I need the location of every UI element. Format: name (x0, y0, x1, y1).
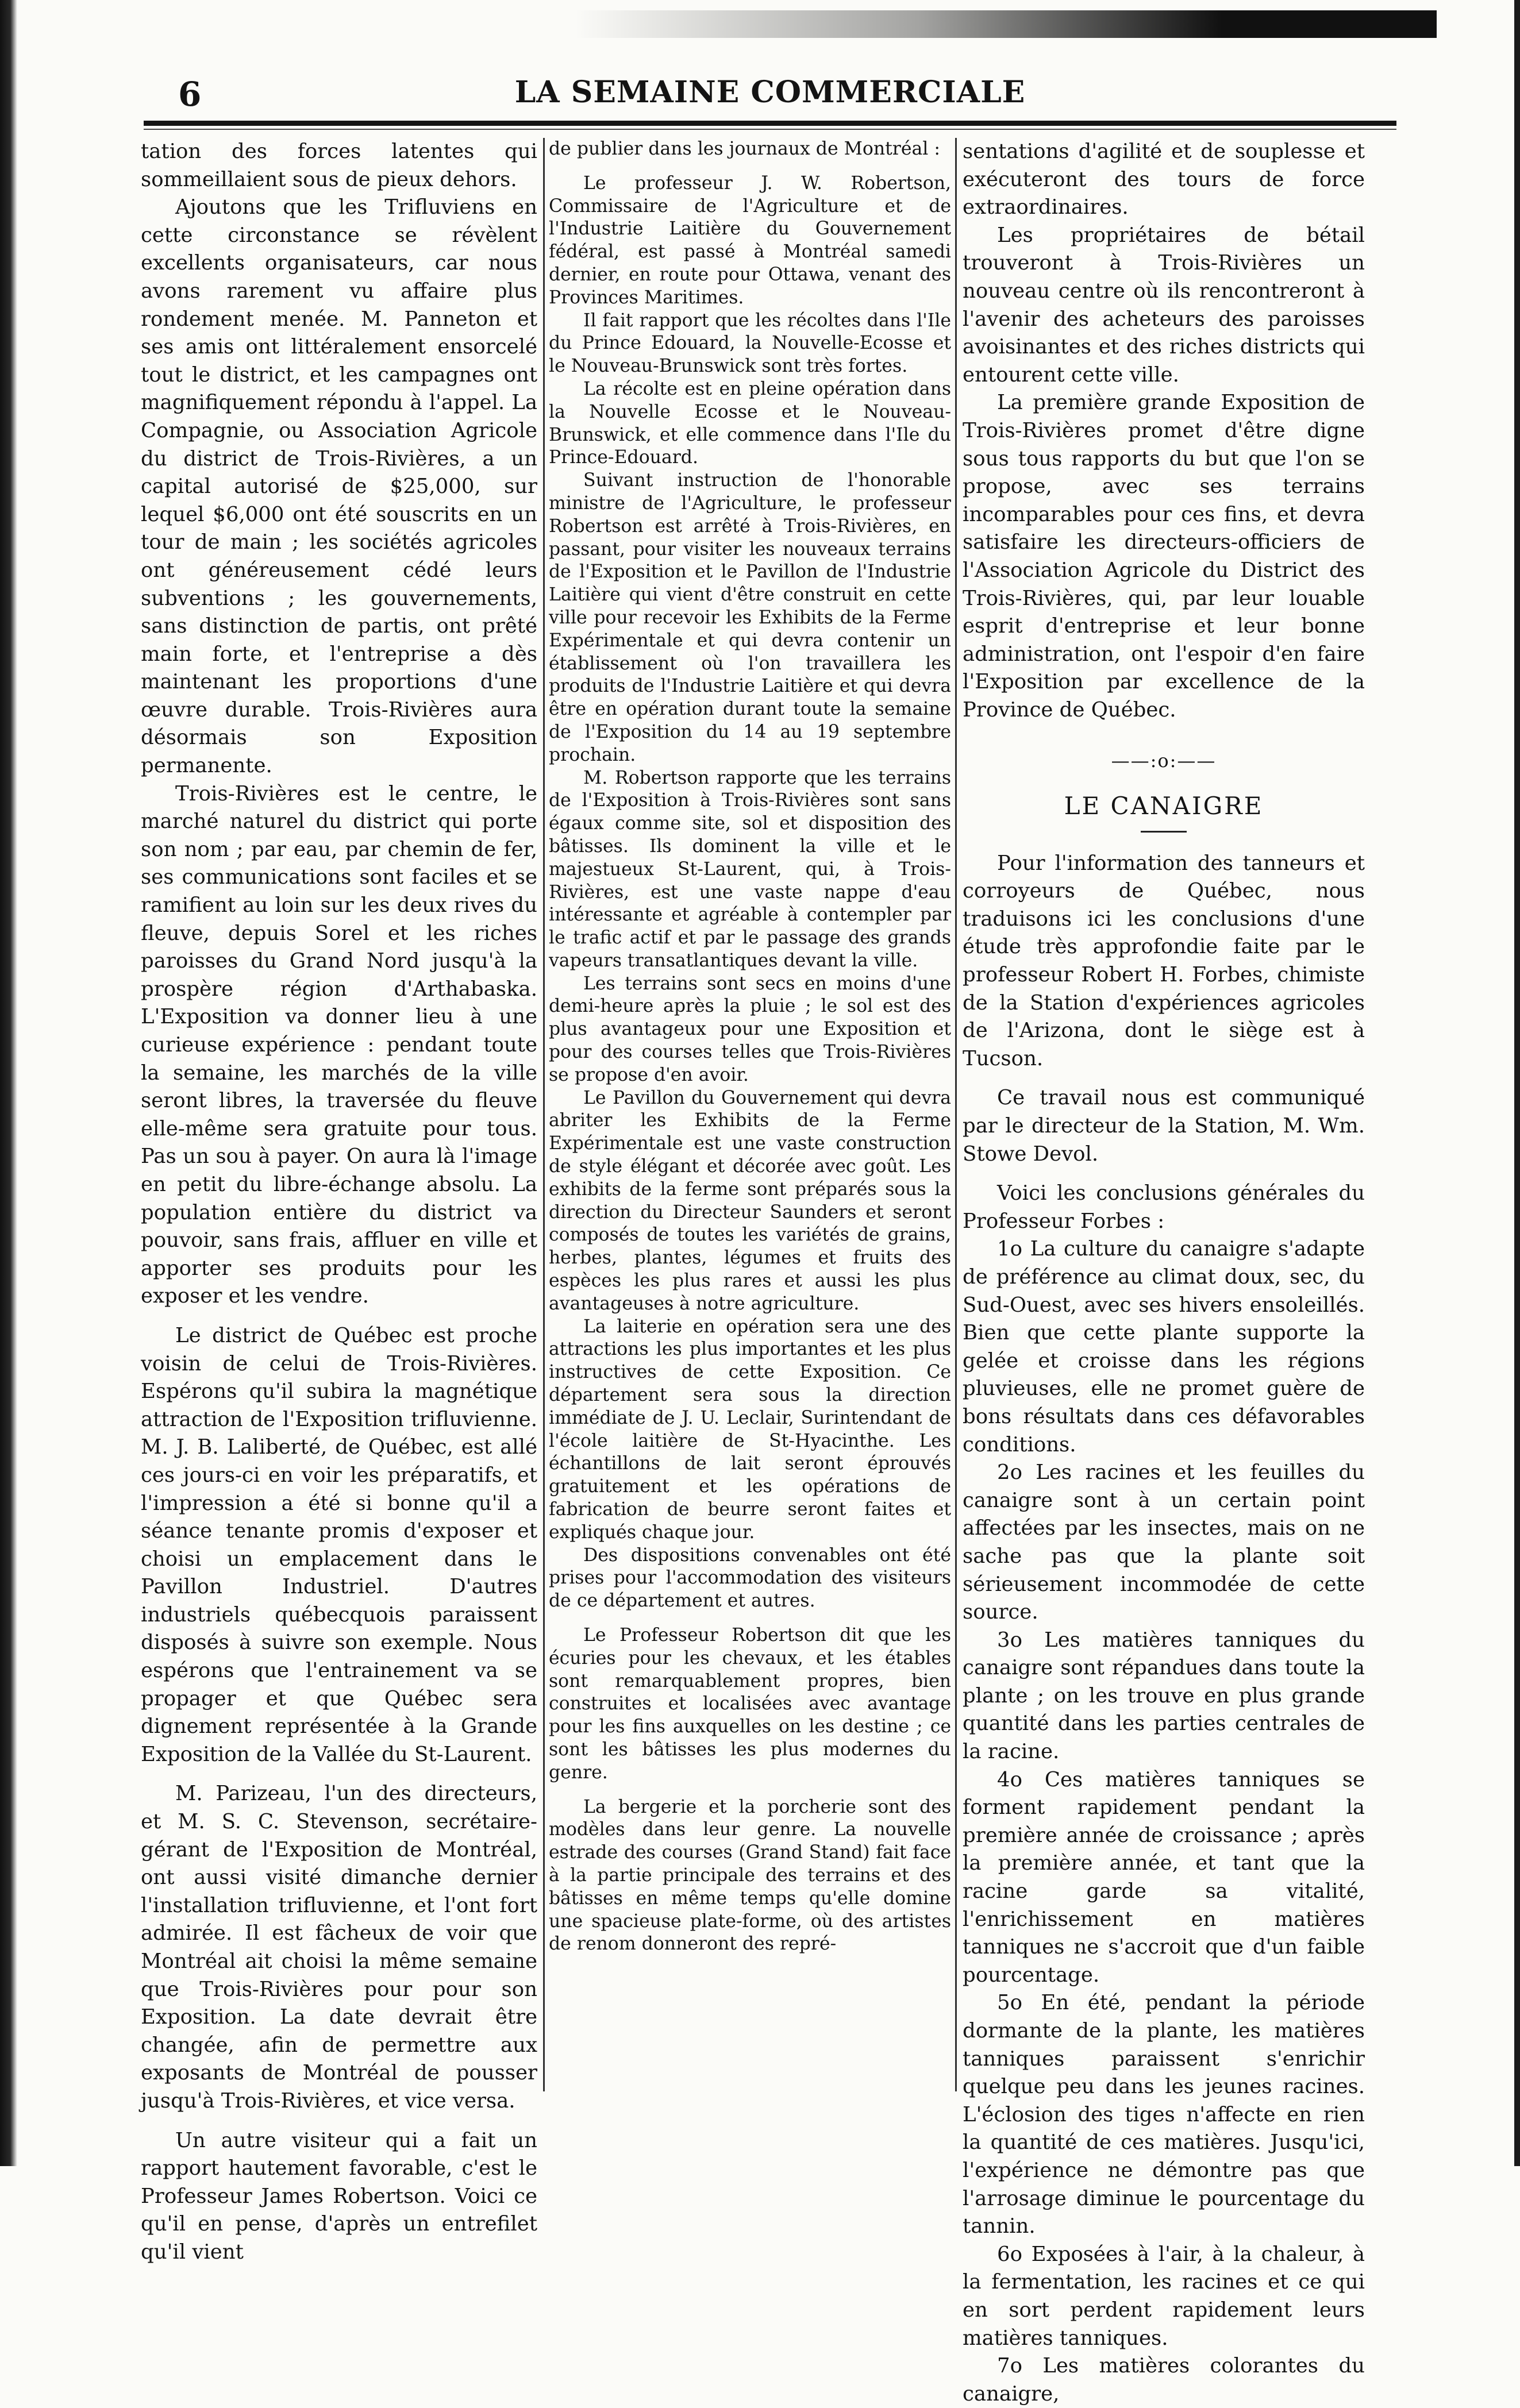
paragraph: M. Robertson rapporte que les terrains de l'Exposition à Trois-Rivières sont sans égaux comme site, sol et disposition des bâtisses. Ils dominent la ville et le majestueux St-Laurent, qui, à Trois-Rivières, est une vaste nappe d'eau intéressante et agréable à contempler par le trafic actif et par le passage des grands vapeurs transatlantiques devant la ville. (549, 767, 951, 971)
paragraph: M. Parizeau, l'un des directeurs, et M. S. C. Stevenson, secrétaire-gérant de l'Exposition de Montréal, ont aussi visité dimanche dernier l'installation trifluvienne, et l'ont fort admirée. Il est fâcheux de voir que Montréal ait choisi la même semaine que Trois-Rivières pour pour son Exposition. La date devrait être changée, afin de permettre aux exposants de Montréal de pousser jusqu'à Trois-Rivières, et vice versa. (141, 1782, 537, 2113)
paragraph: 2o Les racines et les feuilles du canaigre sont à un certain point affectées par les insectes, mais on ne sache pas que la plante soit sérieusement incommodée de cette source. (963, 1461, 1365, 1624)
paragraph: La première grande Exposition de Trois-Rivières promet d'être digne sous tous rapports du but que l'on se propose, avec ses terrains incomparables pour ces fins, et devra satisfaire les directeurs-officiers de l'Association Agricole du District des Trois-Rivières, qui, par leur louable esprit d'entreprise et leur bonne administration, ont l'espoir d'en faire l'Exposition par excellence de la Province de Québec. (963, 391, 1365, 722)
journal-title: LA SEMAINE COMMERCIALE (514, 75, 1026, 110)
paragraph: 3o Les matières tanniques du canaigre sont répandues dans toute la plante ; on les trouve en plus grande quantité dans les parties centrales de la racine. (963, 1628, 1365, 1764)
paragraph: La récolte est en pleine opération dans la Nouvelle Ecosse et le Nouveau-Brunswick, et elle commence dans l'Ile du Prince-Edouard. (549, 378, 951, 468)
paragraph: Ajoutons que les Trifluviens en cette circonstance se révèlent excellents organisateurs, car nous avons rarement vu affaire plus rondement menée. M. Panneton et ses amis ont littéralement ensorcelé tout le district, et les campagnes ont magnifiquement répondu à l'appel. La Compagnie, ou Association Agricole du district de Trois-Rivières, a un capital autorisé de $25,000, sur lequel $6,000 ont été souscrits en un tour de main ; les sociétés agricoles ont généreusement cédé leurs subventions ; les gouvernements, sans distinction de partis, ont prêté main forte, et l'entreprise a dès maintenant les proportions d'une œuvre durable. Trois-Rivières aura désormais son Exposition permanente. (141, 195, 537, 778)
column-2 (549, 138, 951, 2114)
paragraph: Le Professeur Robertson dit que les écuries pour les chevaux, et les étables sont remarquablement propres, bien construites et localisées avec avantage pour les fins auxquelles on les destine ; ce sont les bâtisses les plus modernes du genre. (549, 1625, 951, 1783)
paragraph: Le Pavillon du Gouvernement qui devra abriter les Exhibits de la Ferme Expérimentale est une vaste construction de style élégant et décorée avec goût. Les exhibits de la ferme sont préparés sous la direction du Directeur Saunders et seront composés de toutes les variétés de grains, herbes, plantes, légumes et fruits des espèces les plus rares et aussi les plus avantageuses à notre agriculture. (549, 1087, 951, 1314)
paragraph: La laiterie en opération sera une des attractions les plus importantes et les plus instructives de cette Exposition. Ce département sera sous la direction immédiate de J. U. Leclair, Surintendant de l'école laitière de St-Hyacinthe. Les échantillons de lait seront éprouvés gratuitement et les opérations de fabrication de beurre seront faites et expliqués chaque jour. (549, 1316, 951, 1543)
scan-right-edge (1514, 0, 1520, 2166)
paragraph: 6o Exposées à l'air, à la chaleur, à la fermentation, les racines et ce qui en sort perdent rapidement leurs matières tanniques. (963, 2242, 1365, 2350)
paragraph: tation des forces latentes qui sommeillaient sous de pieux dehors. (141, 140, 537, 191)
paragraph: 5o En été, pendant la période dormante de la plante, les matières tanniques paraissent s'enrichir quelque peu dans les jeunes racines. L'éclosion des tiges n'affecte en rien la quantité de ces matières. Jusqu'ici, l'expérience ne démontre pas que l'arrosage diminue le pourcentage du tannin. (963, 1991, 1365, 2239)
paragraph: de publier dans les journaux de Montréal : (549, 138, 940, 159)
paragraph: 7o Les matières colorantes du canaigre, (963, 2354, 1365, 2406)
paragraph: Ce travail nous est communiqué par le directeur de la Station, M. Wm. Stowe Devol. (963, 1086, 1365, 1166)
column-1 (141, 138, 537, 2264)
scan-left-edge (0, 0, 17, 2166)
section-separator: ——:o:—— (1111, 750, 1217, 772)
paragraph: Le district de Québec est proche voisin de celui de Trois-Rivières. Espérons qu'il subira la magnétique attraction de l'Exposition trifluvienne. M. J. B. Laliberté, de Québec, est allé ces jours-ci en voir les préparatifs, et l'impression a été si bonne qu'il a séance tenante promis d'exposer et choisi un emplacement dans le Pavillon Industriel. D'autres industriels québecquois paraissent disposés à suivre son exemple. Nous espérons que l'entrainement va se propager et que Québec sera dignement représentée à la Grande Exposition de la Vallée du St-Laurent. (141, 1323, 537, 1766)
paragraph: Un autre visiteur qui a fait un rapport hautement favorable, c'est le Professeur James Robertson. Voici ce qu'il en pense, d'après un entrefilet qu'il vient (141, 2128, 537, 2264)
paragraph: Le professeur J. W. Robertson, Commissaire de l'Agriculture et de l'Industrie Laitière du Gouvernement fédéral, est passé à Montréal samedi dernier, en route pour Ottawa, venant des Provinces Maritimes. (549, 172, 951, 308)
paragraph: La bergerie et la porcherie sont des modèles dans leur genre. La nouvelle estrade des courses (Grand Stand) fait face à la partie principale des terrains et des bâtisses en même temps qu'elle domine une spacieuse plate-forme, où des artistes de renom donneront des repré- (549, 1796, 951, 1955)
paragraph: Des dispositions convenables ont été prises pour l'accommodation des visiteurs de ce département et autres. (549, 1544, 951, 1612)
header-rule (144, 121, 1396, 126)
page-number: 6 (178, 75, 202, 114)
paragraph: Les terrains sont secs en moins d'une demi-heure après la pluie ; le sol est des plus avantageux pour une Exposition et pour des courses telles que Trois-Rivières se propose d'en avoir. (549, 973, 951, 1085)
paragraph: Suivant instruction de l'honorable ministre de l'Agriculture, le professeur Robertson est arrêté à Trois-Rivières, en passant, pour visiter les nouveaux terrains de l'Exposition et le Pavillon de l'Industrie Laitière qui vient d'être construit en cette ville pour recevoir les Exhibits de la Ferme Expérimentale et qui devra contenir un établissement où l'on travaillera les produits de l'Industrie Laitière et qui devra être en opération durant toute la semaine de l'Exposition du 14 au 19 septembre prochain. (549, 470, 951, 765)
scan-top-shadow (575, 10, 1437, 38)
paragraph: 1o La culture du canaigre s'adapte de préférence au climat doux, sec, du Sud-Ouest, avec ses hivers ensoleillés. Bien que cette plante supporte la gelée et croisse dans les régions pluvieuses, elle ne promet guère de bons résultats dans ces défavorables conditions. (963, 1237, 1365, 1457)
paragraph: Les propriétaires de bétail trouveront à Trois-Rivières un nouveau centre où ils rencontreront à l'avenir des acheteurs des paroisses avoisinantes et des riches districts qui entourent cette ville. (963, 223, 1365, 387)
paragraph: Il fait rapport que les récoltes dans l'Ile du Prince Edouard, la Nouvelle-Ecosse et le Nouveau-Brunswick sont très fortes. (549, 310, 951, 377)
header-rule-thin (144, 129, 1396, 130)
column-divider (543, 138, 545, 2091)
paragraph: sentations d'agilité et de souplesse et exécuteront des tours de force extraordinaires. (963, 140, 1365, 219)
paragraph: 4o Ces matières tanniques se forment rapidement pendant la première année de croissance ; après la première année, et tant que la racine garde sa vitalité, l'enrichissement en matières tanniques ne s'accroit que d'un faible pourcentage. (963, 1767, 1365, 1987)
page-header (144, 69, 1396, 121)
paragraph: Voici les conclusions générales du Professeur Forbes : (963, 1181, 1365, 1233)
paragraph: Pour l'information des tanneurs et corroyeurs de Québec, nous traduisons ici les conclusions d'une étude très approfondie faite par le professeur Robert H. Forbes, chimiste de la Station d'expériences agricoles de l'Arizona, dont le siège est à Tucson. (963, 851, 1365, 1070)
paragraph: Trois-Rivières est le centre, le marché naturel du district qui porte son nom ; par eau, par chemin de fer, ses communications sont faciles et se ramifient au loin sur les deux rives du fleuve, depuis Sorel et les riches paroisses du Grand Nord jusqu'à la prospère région d'Arthabaska. L'Exposition va donner lieu à une curieuse expérience : pendant toute la semaine, les marchés de la ville seront libres, la traversée du fleuve elle-même sera gratuite pour tous. Pas un sou à payer. On aura là l'image en petit du libre-échange absolu. La population entière du district va pouvoir, sans frais, affluer en ville et apporter ses produits pour les exposer et les vendre. (141, 781, 537, 1308)
column-divider (955, 138, 957, 2091)
section-title: LE CANAIGRE (1064, 792, 1264, 820)
title-rule (1141, 831, 1187, 833)
column-3 (963, 138, 1365, 2406)
